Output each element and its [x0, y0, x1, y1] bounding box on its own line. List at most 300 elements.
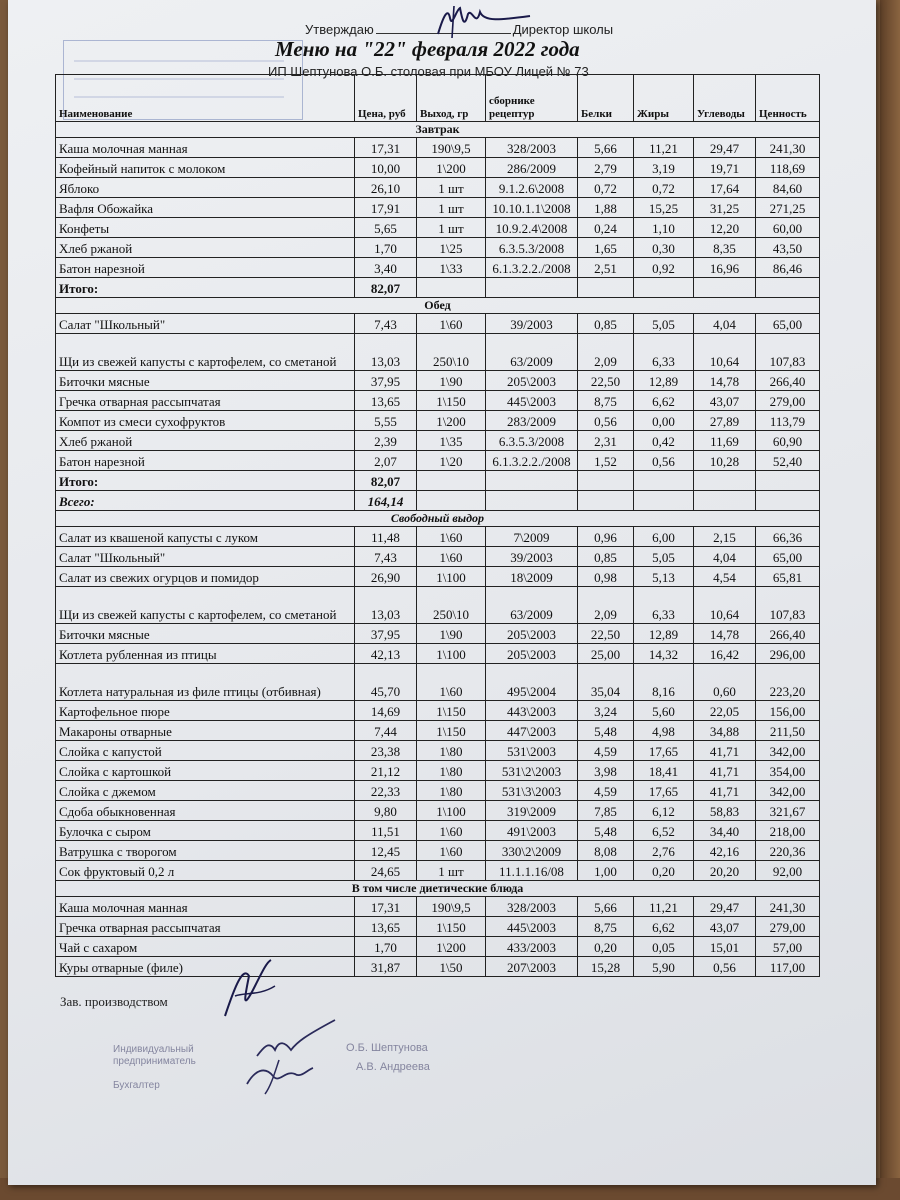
- dish-value: 433/2003: [486, 937, 578, 957]
- dish-value: 42,16: [694, 841, 756, 861]
- dish-value: 11.1.1.16/08: [486, 861, 578, 881]
- dish-name: Слойка с капустой: [56, 741, 355, 761]
- menu-item-row: [56, 937, 820, 957]
- ip-signature: [235, 1010, 345, 1100]
- dish-name: Хлеб ржаной: [56, 431, 355, 451]
- dish-value: 218,00: [756, 821, 820, 841]
- desk-edge: [880, 0, 900, 1200]
- dish-value: 250\10: [417, 334, 486, 371]
- total-row: [56, 278, 820, 298]
- dish-value: 16,96: [694, 258, 756, 278]
- dish-value: 27,89: [694, 411, 756, 431]
- dish-value: 5,48: [578, 821, 634, 841]
- dish-value: 6,52: [634, 821, 694, 841]
- director-signature: [430, 4, 540, 40]
- menu-item-row: [56, 527, 820, 547]
- dish-value: 12,45: [355, 841, 417, 861]
- dish-value: 205\2003: [486, 644, 578, 664]
- dish-value: 1,70: [355, 937, 417, 957]
- dish-value: 117,00: [756, 957, 820, 977]
- dish-value: 3,24: [578, 701, 634, 721]
- menu-title: Меню на "22" февраля 2022 года: [275, 37, 580, 61]
- menu-item-row: [56, 371, 820, 391]
- dish-value: 1\100: [417, 644, 486, 664]
- section-title: Свободный выдор: [56, 511, 820, 527]
- menu-item-row: [56, 741, 820, 761]
- dish-value: 1 шт: [417, 178, 486, 198]
- dish-value: 330\2\2009: [486, 841, 578, 861]
- dish-value: 531\3\2003: [486, 781, 578, 801]
- dish-value: 0,05: [634, 937, 694, 957]
- dish-value: 1,65: [578, 238, 634, 258]
- dish-value: 0,85: [578, 314, 634, 334]
- menu-item-row: [56, 841, 820, 861]
- dish-value: 42,13: [355, 644, 417, 664]
- menu-item-row: [56, 701, 820, 721]
- dish-value: 8,35: [694, 238, 756, 258]
- dish-value: 39/2003: [486, 314, 578, 334]
- director-label: Директор школы: [512, 22, 614, 37]
- stamp-accountant-label: Бухгалтер: [113, 1080, 160, 1091]
- empty-cell: [694, 491, 756, 511]
- dish-value: 0,60: [694, 664, 756, 701]
- dish-value: 60,00: [756, 218, 820, 238]
- section-row-lunch: [56, 298, 820, 314]
- dish-value: 29,47: [694, 897, 756, 917]
- dish-value: 531\2\2003: [486, 761, 578, 781]
- total-value: 82,07: [355, 278, 417, 298]
- dish-value: 531\2003: [486, 741, 578, 761]
- dish-value: 13,03: [355, 334, 417, 371]
- dish-value: 156,00: [756, 701, 820, 721]
- dish-value: 1\200: [417, 937, 486, 957]
- dish-name: Салат из свежих огурцов и помидор: [56, 567, 355, 587]
- menu-item-row: [56, 897, 820, 917]
- dish-value: 1\80: [417, 781, 486, 801]
- dish-value: 1\100: [417, 801, 486, 821]
- dish-value: 271,25: [756, 198, 820, 218]
- dish-value: 11,69: [694, 431, 756, 451]
- stamp-name-2: А.В. Андреева: [356, 1061, 430, 1073]
- dish-value: 279,00: [756, 391, 820, 411]
- dish-value: 31,87: [355, 957, 417, 977]
- dish-value: 0,72: [578, 178, 634, 198]
- dish-value: 342,00: [756, 781, 820, 801]
- dish-value: 107,83: [756, 587, 820, 624]
- dish-name: Гречка отварная рассыпчатая: [56, 391, 355, 411]
- menu-item-row: [56, 218, 820, 238]
- dish-value: 1\60: [417, 821, 486, 841]
- dish-value: 11,51: [355, 821, 417, 841]
- dish-value: 43,07: [694, 917, 756, 937]
- dish-value: 445\2003: [486, 917, 578, 937]
- dish-value: 1\35: [417, 431, 486, 451]
- dish-name: Компот из смеси сухофруктов: [56, 411, 355, 431]
- dish-value: 321,67: [756, 801, 820, 821]
- dish-value: 6,33: [634, 587, 694, 624]
- menu-item-row: [56, 644, 820, 664]
- dish-value: 0,20: [634, 861, 694, 881]
- empty-cell: [756, 278, 820, 298]
- dish-value: 5,13: [634, 567, 694, 587]
- dish-name: Ватрушка с творогом: [56, 841, 355, 861]
- dish-value: 6,00: [634, 527, 694, 547]
- dish-value: 286/2009: [486, 158, 578, 178]
- dish-value: 5,05: [634, 314, 694, 334]
- dish-value: 14,78: [694, 624, 756, 644]
- menu-item-row: [56, 198, 820, 218]
- dish-name: Щи из свежей капусты с картофелем, со сметаной: [56, 334, 355, 371]
- dish-value: 211,50: [756, 721, 820, 741]
- dish-value: 43,07: [694, 391, 756, 411]
- menu-item-row: [56, 761, 820, 781]
- dish-value: 283/2009: [486, 411, 578, 431]
- dish-value: 1\90: [417, 371, 486, 391]
- menu-item-row: [56, 411, 820, 431]
- dish-name: Батон нарезной: [56, 258, 355, 278]
- menu-item-row: [56, 138, 820, 158]
- dish-value: 266,40: [756, 624, 820, 644]
- dish-value: 495\2004: [486, 664, 578, 701]
- dish-value: 1\80: [417, 761, 486, 781]
- dish-value: 0,30: [634, 238, 694, 258]
- menu-item-row: [56, 258, 820, 278]
- dish-name: Салат "Школьный": [56, 314, 355, 334]
- menu-item-row: [56, 567, 820, 587]
- dish-value: 4,54: [694, 567, 756, 587]
- dish-value: 0,56: [694, 957, 756, 977]
- dish-value: 6,62: [634, 391, 694, 411]
- dish-value: 63/2009: [486, 334, 578, 371]
- dish-value: 241,30: [756, 897, 820, 917]
- dish-value: 14,78: [694, 371, 756, 391]
- dish-value: 220,36: [756, 841, 820, 861]
- dish-value: 190\9,5: [417, 138, 486, 158]
- dish-value: 328/2003: [486, 897, 578, 917]
- total-label: Всего:: [56, 491, 355, 511]
- empty-cell: [417, 471, 486, 491]
- dish-value: 9.1.2.6\2008: [486, 178, 578, 198]
- dish-value: 6.1.3.2.2./2008: [486, 451, 578, 471]
- dish-name: Котлета рубленная из птицы: [56, 644, 355, 664]
- dish-value: 205\2003: [486, 371, 578, 391]
- dish-value: 2,15: [694, 527, 756, 547]
- dish-name: Куры отварные (филе): [56, 957, 355, 977]
- dish-value: 207\2003: [486, 957, 578, 977]
- dish-value: 3,19: [634, 158, 694, 178]
- section-row-breakfast: [56, 122, 820, 138]
- dish-value: 1\150: [417, 701, 486, 721]
- dish-name: Сдоба обыкновенная: [56, 801, 355, 821]
- dish-value: 16,42: [694, 644, 756, 664]
- dish-value: 1\60: [417, 664, 486, 701]
- dish-value: 2,76: [634, 841, 694, 861]
- total-value: 82,07: [355, 471, 417, 491]
- empty-cell: [486, 278, 578, 298]
- stamp-ip-label: [113, 1044, 196, 1068]
- dish-value: 296,00: [756, 644, 820, 664]
- dish-value: 118,69: [756, 158, 820, 178]
- approve-label: Утверждаю: [305, 22, 374, 37]
- dish-value: 41,71: [694, 761, 756, 781]
- dish-value: 1\50: [417, 957, 486, 977]
- dish-value: 2,07: [355, 451, 417, 471]
- dish-value: 8,16: [634, 664, 694, 701]
- dish-value: 3,40: [355, 258, 417, 278]
- menu-item-row: [56, 547, 820, 567]
- dish-name: Батон нарезной: [56, 451, 355, 471]
- dish-value: 63/2009: [486, 587, 578, 624]
- dish-value: 2,09: [578, 587, 634, 624]
- dish-value: 342,00: [756, 741, 820, 761]
- dish-value: 25,00: [578, 644, 634, 664]
- dish-value: 13,65: [355, 917, 417, 937]
- dish-value: 11,21: [634, 897, 694, 917]
- dish-value: 1 шт: [417, 861, 486, 881]
- menu-item-row: [56, 781, 820, 801]
- section-title: Обед: [56, 298, 820, 314]
- dish-value: 8,75: [578, 391, 634, 411]
- dish-name: Биточки мясные: [56, 371, 355, 391]
- dish-name: Каша молочная манная: [56, 138, 355, 158]
- dish-name: Чай с сахаром: [56, 937, 355, 957]
- dish-value: 1\150: [417, 917, 486, 937]
- dish-value: 205\2003: [486, 624, 578, 644]
- dish-value: 24,65: [355, 861, 417, 881]
- menu-subtitle: ИП Шептунова О.Б. столовая при МБОУ Лицей № 73: [268, 64, 589, 79]
- dish-value: 7,43: [355, 314, 417, 334]
- dish-value: 1,88: [578, 198, 634, 218]
- dish-value: 5,66: [578, 138, 634, 158]
- dish-value: 6.3.5.3/2008: [486, 431, 578, 451]
- dish-value: 60,90: [756, 431, 820, 451]
- dish-value: 17,65: [634, 741, 694, 761]
- dish-value: 22,50: [578, 624, 634, 644]
- dish-value: 23,38: [355, 741, 417, 761]
- dish-value: 12,89: [634, 371, 694, 391]
- dish-name: Сок фруктовый 0,2 л: [56, 861, 355, 881]
- dish-value: 7,44: [355, 721, 417, 741]
- dish-value: 18\2009: [486, 567, 578, 587]
- dish-name: Щи из свежей капусты с картофелем, со сметаной: [56, 587, 355, 624]
- dish-value: 445\2003: [486, 391, 578, 411]
- dish-value: 6.3.5.3/2008: [486, 238, 578, 258]
- dish-value: 2,79: [578, 158, 634, 178]
- dish-value: 0,42: [634, 431, 694, 451]
- dish-value: 5,05: [634, 547, 694, 567]
- dish-value: 19,71: [694, 158, 756, 178]
- dish-value: 86,46: [756, 258, 820, 278]
- dish-value: 10,64: [694, 334, 756, 371]
- empty-cell: [694, 471, 756, 491]
- empty-cell: [634, 471, 694, 491]
- dish-value: 1,10: [634, 218, 694, 238]
- dish-value: 5,66: [578, 897, 634, 917]
- dish-name: Яблоко: [56, 178, 355, 198]
- dish-value: 1,70: [355, 238, 417, 258]
- dish-value: 0,24: [578, 218, 634, 238]
- col-yield: Выход, гр: [417, 75, 486, 122]
- menu-item-row: [56, 664, 820, 701]
- dish-value: 5,55: [355, 411, 417, 431]
- dish-value: 113,79: [756, 411, 820, 431]
- dish-name: Салат "Школьный": [56, 547, 355, 567]
- empty-cell: [756, 471, 820, 491]
- dish-value: 17,64: [694, 178, 756, 198]
- dish-value: 354,00: [756, 761, 820, 781]
- menu-item-row: [56, 391, 820, 411]
- dish-value: 1\20: [417, 451, 486, 471]
- dish-value: 22,05: [694, 701, 756, 721]
- empty-cell: [578, 278, 634, 298]
- dish-value: 0,20: [578, 937, 634, 957]
- empty-cell: [578, 471, 634, 491]
- menu-body: [56, 122, 820, 977]
- dish-name: Каша молочная манная: [56, 897, 355, 917]
- dish-value: 443\2003: [486, 701, 578, 721]
- dish-value: 66,36: [756, 527, 820, 547]
- dish-value: 10,28: [694, 451, 756, 471]
- empty-cell: [578, 491, 634, 511]
- dish-value: 65,00: [756, 314, 820, 334]
- dish-value: 0,85: [578, 547, 634, 567]
- dish-value: 4,59: [578, 781, 634, 801]
- menu-item-row: [56, 431, 820, 451]
- dish-value: 15,28: [578, 957, 634, 977]
- dish-value: 8,75: [578, 917, 634, 937]
- dish-value: 1\200: [417, 411, 486, 431]
- dish-value: 84,60: [756, 178, 820, 198]
- dish-value: 37,95: [355, 624, 417, 644]
- menu-table: [55, 74, 820, 977]
- dish-value: 0,56: [578, 411, 634, 431]
- dish-value: 65,81: [756, 567, 820, 587]
- section-title: Завтрак: [56, 122, 820, 138]
- dish-value: 17,31: [355, 138, 417, 158]
- col-protein: Белки: [578, 75, 634, 122]
- dish-value: 2,09: [578, 334, 634, 371]
- dish-value: 29,47: [694, 138, 756, 158]
- dish-name: Биточки мясные: [56, 624, 355, 644]
- dish-value: 1,52: [578, 451, 634, 471]
- menu-item-row: [56, 721, 820, 741]
- dish-value: 22,50: [578, 371, 634, 391]
- col-name: Наименование: [56, 75, 355, 122]
- dish-value: 18,41: [634, 761, 694, 781]
- dish-value: 491\2003: [486, 821, 578, 841]
- dish-name: Котлета натуральная из филе птицы (отбивная): [56, 664, 355, 701]
- dish-value: 2,51: [578, 258, 634, 278]
- dish-value: 11,48: [355, 527, 417, 547]
- dish-name: Картофельное пюре: [56, 701, 355, 721]
- dish-value: 65,00: [756, 547, 820, 567]
- dish-value: 10.10.1.1\2008: [486, 198, 578, 218]
- dish-value: 7,85: [578, 801, 634, 821]
- dish-name: Слойка с джемом: [56, 781, 355, 801]
- dish-value: 3,98: [578, 761, 634, 781]
- dish-value: 34,88: [694, 721, 756, 741]
- empty-cell: [634, 491, 694, 511]
- menu-item-row: [56, 957, 820, 977]
- col-price: Цена, руб: [355, 75, 417, 122]
- dish-value: 15,25: [634, 198, 694, 218]
- total-value: 164,14: [355, 491, 417, 511]
- dish-value: 4,98: [634, 721, 694, 741]
- dish-value: 45,70: [355, 664, 417, 701]
- dish-value: 279,00: [756, 917, 820, 937]
- dish-value: 447\2003: [486, 721, 578, 741]
- menu-item-row: [56, 587, 820, 624]
- dish-value: 10.9.2.4\2008: [486, 218, 578, 238]
- dish-value: 4,04: [694, 314, 756, 334]
- empty-cell: [486, 471, 578, 491]
- dish-value: 0,56: [634, 451, 694, 471]
- section-title: В том числе диетические блюда: [56, 881, 820, 897]
- dish-value: 7,43: [355, 547, 417, 567]
- dish-value: 1\200: [417, 158, 486, 178]
- dish-value: 1\33: [417, 258, 486, 278]
- dish-value: 57,00: [756, 937, 820, 957]
- dish-value: 11,21: [634, 138, 694, 158]
- dish-value: 17,31: [355, 897, 417, 917]
- empty-cell: [634, 278, 694, 298]
- dish-value: 52,40: [756, 451, 820, 471]
- dish-value: 1\25: [417, 238, 486, 258]
- dish-value: 6,12: [634, 801, 694, 821]
- section-row-free: [56, 511, 820, 527]
- dish-value: 13,65: [355, 391, 417, 411]
- dish-value: 8,08: [578, 841, 634, 861]
- empty-cell: [417, 278, 486, 298]
- dish-value: 1\150: [417, 721, 486, 741]
- dish-name: Макароны отварные: [56, 721, 355, 741]
- menu-item-row: [56, 624, 820, 644]
- dish-value: 266,40: [756, 371, 820, 391]
- dish-value: 26,10: [355, 178, 417, 198]
- total-row: [56, 471, 820, 491]
- col-energy: Ценность: [756, 75, 820, 122]
- dish-value: 1 шт: [417, 218, 486, 238]
- dish-value: 223,20: [756, 664, 820, 701]
- stamp-name-1: О.Б. Шептунова: [346, 1042, 428, 1054]
- dish-value: 6,62: [634, 917, 694, 937]
- grand-row: [56, 491, 820, 511]
- dish-value: 1\60: [417, 547, 486, 567]
- col-carbs: Углеводы: [694, 75, 756, 122]
- dish-value: 1\100: [417, 567, 486, 587]
- dish-value: 0,92: [634, 258, 694, 278]
- dish-value: 5,65: [355, 218, 417, 238]
- dish-value: 250\10: [417, 587, 486, 624]
- menu-item-row: [56, 451, 820, 471]
- dish-value: 0,72: [634, 178, 694, 198]
- menu-item-row: [56, 314, 820, 334]
- empty-cell: [486, 491, 578, 511]
- dish-name: Хлеб ржаной: [56, 238, 355, 258]
- menu-item-row: [56, 158, 820, 178]
- dish-value: 1\150: [417, 391, 486, 411]
- production-head-label: Зав. производством: [60, 994, 168, 1009]
- dish-value: 37,95: [355, 371, 417, 391]
- dish-value: 1 шт: [417, 198, 486, 218]
- dish-name: Гречка отварная рассыпчатая: [56, 917, 355, 937]
- dish-value: 1,00: [578, 861, 634, 881]
- dish-value: 1\60: [417, 841, 486, 861]
- dish-value: 4,59: [578, 741, 634, 761]
- menu-item-row: [56, 334, 820, 371]
- dish-value: 1\60: [417, 527, 486, 547]
- dish-value: 14,32: [634, 644, 694, 664]
